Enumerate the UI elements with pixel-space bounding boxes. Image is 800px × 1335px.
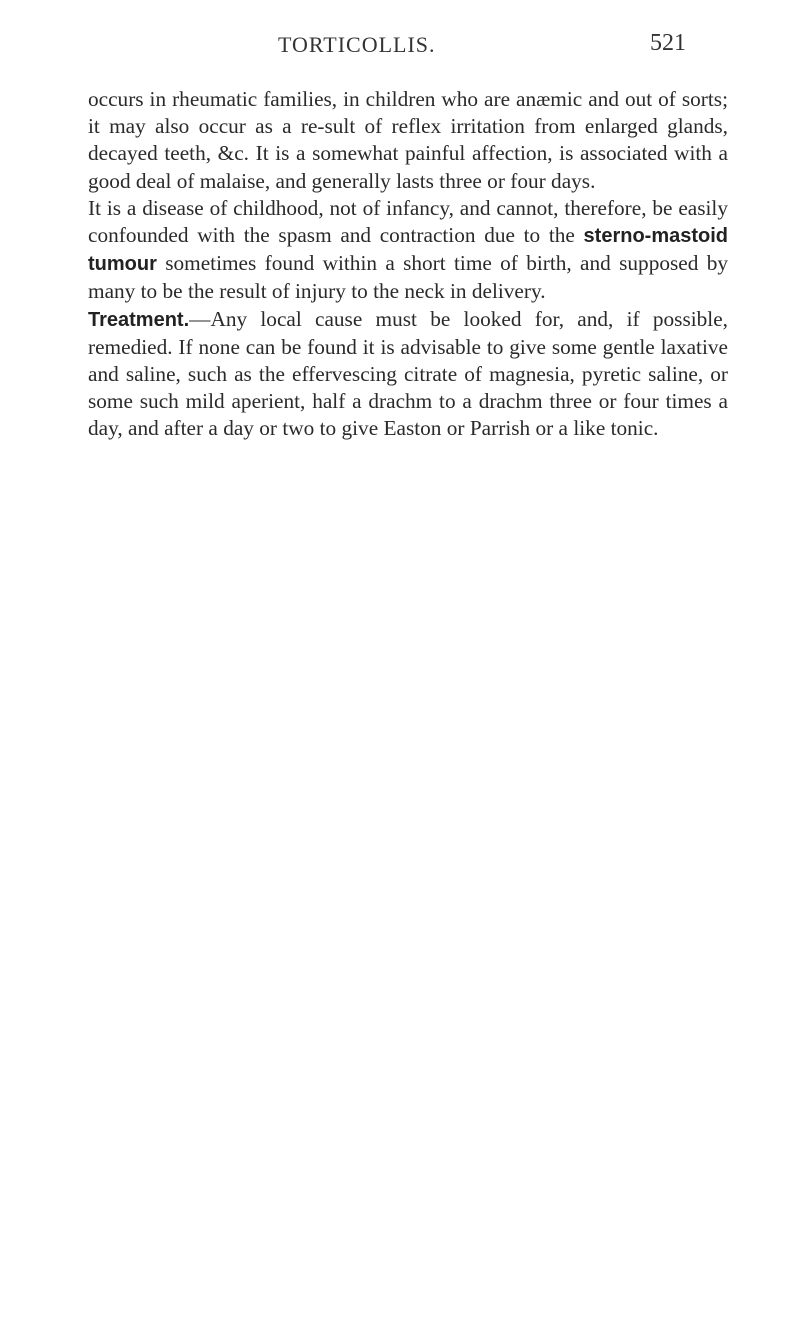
section-heading: Treatment. xyxy=(88,308,190,331)
paragraph-continuation xyxy=(88,86,728,195)
paragraph-childhood xyxy=(88,195,728,306)
paragraph-treatment xyxy=(88,306,728,443)
running-head xyxy=(0,28,800,62)
paragraph-text: It is a disease of childhood, not of infancy, and cannot, therefore, be easily confounded with the spasm and contraction due to the xyxy=(88,195,728,248)
body-text xyxy=(88,86,728,443)
emphasis-term: sterno-mastoid tumour xyxy=(88,225,728,276)
paragraph-text: occurs in rheumatic families, in children who are anæmic and out of sorts; it may also occur as a re-sult of reflex irritation from enlarged glands, decayed teeth, &c. It is a somewhat painful affection, is associated with a good deal of malaise, and generally lasts three or four days. xyxy=(88,87,728,193)
paragraph-text: —Any local cause must be looked for, and, if possible, remedied. If none can be found it is advisable to give some gentle laxative and saline, such as the effervescing citrate of magnesia, pyretic saline, or some such mild aperient, half a drachm to a drachm three or four times a day, and after a day or two to give Easton or Parrish or a like tonic. xyxy=(88,306,728,441)
paragraph-text: sometimes found within a short time of birth, and supposed by many to be the result of injury to the neck in delivery. xyxy=(88,251,728,304)
page-number: 521 xyxy=(650,30,686,56)
running-title: TORTICOLLIS. xyxy=(278,32,436,57)
